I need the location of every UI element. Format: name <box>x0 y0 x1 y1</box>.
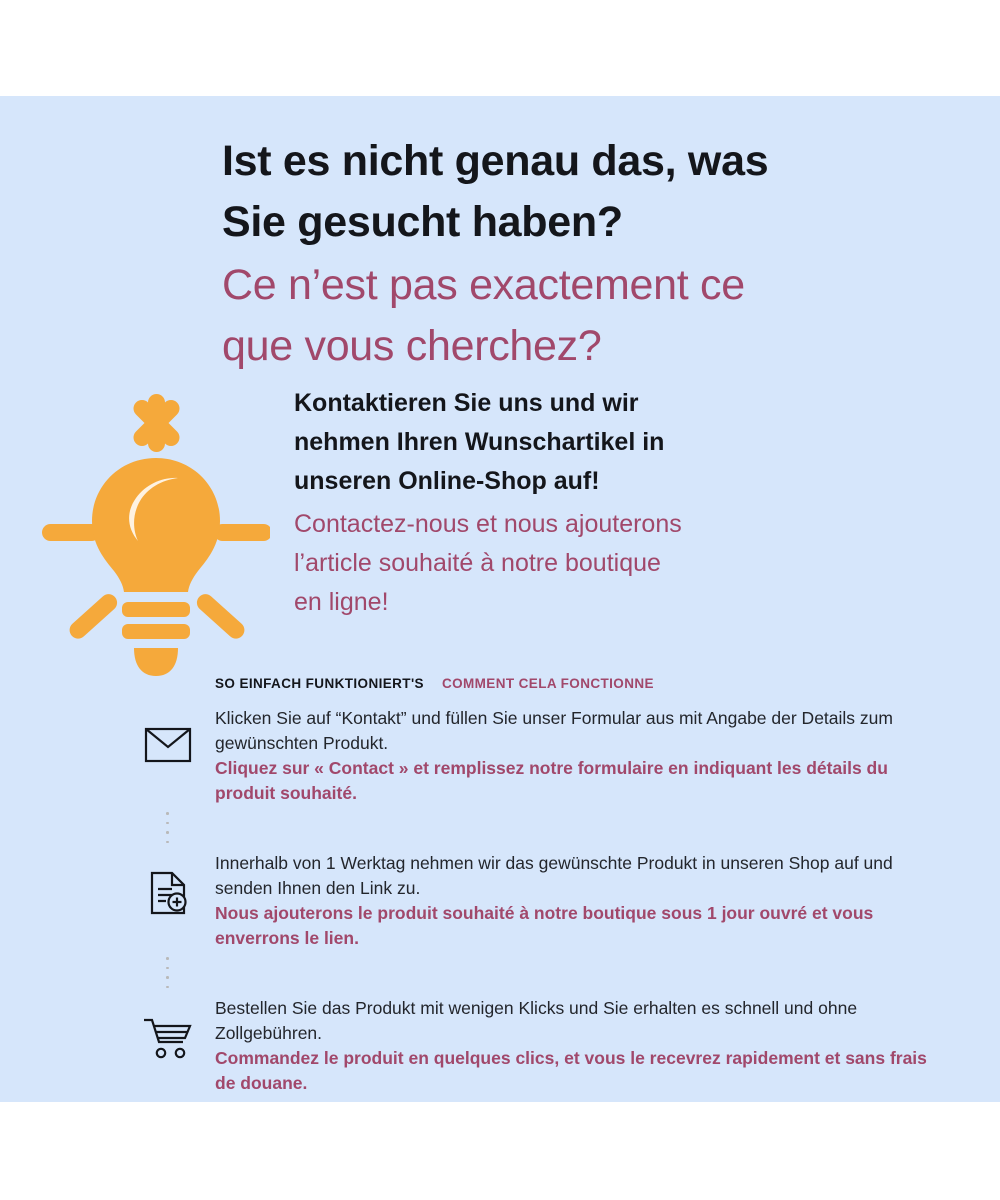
info-banner <box>0 96 1000 1102</box>
lightbulb-illustration <box>38 386 270 726</box>
heading-de <box>222 131 922 253</box>
intro-de <box>294 384 914 501</box>
list-item <box>120 849 940 951</box>
dot <box>166 841 169 844</box>
lightbulb-icon <box>38 386 270 726</box>
dot <box>166 967 169 970</box>
intro-fr-line2: l’article souhaité à notre boutique <box>294 549 661 577</box>
intro-de-line2: nehmen Ihren Wunschartikel in <box>294 428 665 456</box>
dot-connector <box>120 951 215 994</box>
dot <box>166 957 169 960</box>
how-it-works-heading <box>215 676 654 691</box>
step-fr-1: Cliquez sur « Contact » et remplissez notre formulaire en indiquant les détails du produit souhaité. <box>215 758 888 803</box>
how-it-works-label-de: SO EINFACH FUNKTIONIERT'S <box>215 676 424 691</box>
dot-connector <box>120 806 215 849</box>
intro-fr <box>294 505 914 622</box>
step-text-2 <box>215 849 940 951</box>
intro-text <box>294 384 914 622</box>
dot <box>166 976 169 979</box>
dot <box>166 986 169 989</box>
document-add-icon <box>146 871 190 915</box>
steps-list <box>120 704 940 1096</box>
dot <box>166 831 169 834</box>
heading-fr-line1: Ce n’est pas exactement ce <box>222 261 745 309</box>
step-icon-2 <box>120 849 215 915</box>
how-it-works-label-fr: COMMENT CELA FONCTIONNE <box>441 676 654 691</box>
connector-2 <box>120 951 940 994</box>
intro-fr-line3: en ligne! <box>294 588 389 616</box>
step-fr-2: Nous ajouterons le produit souhaité à notre boutique sous 1 jour ouvré et vous enverrons le lien. <box>215 903 874 948</box>
envelope-icon <box>144 726 192 764</box>
dot <box>166 812 169 815</box>
shopping-cart-icon <box>142 1016 194 1060</box>
step-de-3: Bestellen Sie das Produkt mit wenigen Klicks und Sie erhalten es schnell und ohne Zollgebühren. <box>215 998 858 1043</box>
step-icon-3 <box>120 994 215 1060</box>
step-text-1 <box>215 704 940 806</box>
heading-de-line2: Sie gesucht haben? <box>222 198 623 246</box>
intro-de-line3: unseren Online-Shop auf! <box>294 467 600 495</box>
step-icon-1 <box>120 704 215 764</box>
list-item <box>120 994 940 1096</box>
step-de-1: Klicken Sie auf “Kontakt” und füllen Sie unser Formular aus mit Angabe der Details zum gewünschten Produkt. <box>215 708 893 753</box>
step-de-2: Innerhalb von 1 Werktag nehmen wir das gewünschte Produkt in unseren Shop auf und senden Ihnen den Link zu. <box>215 853 893 898</box>
heading-de-line1: Ist es nicht genau das, was <box>222 137 769 185</box>
dot <box>166 822 169 825</box>
intro-fr-line1: Contactez-nous et nous ajouterons <box>294 510 682 538</box>
heading-fr-line2: que vous cherchez? <box>222 322 602 370</box>
intro-de-line1: Kontaktieren Sie uns und wir <box>294 389 639 417</box>
heading-fr <box>222 255 922 377</box>
connector-1 <box>120 806 940 849</box>
heading-block <box>222 131 922 377</box>
step-text-3 <box>215 994 940 1096</box>
step-fr-3: Commandez le produit en quelques clics, et vous le recevrez rapidement et sans frais de douane. <box>215 1048 927 1093</box>
list-item <box>120 704 940 806</box>
